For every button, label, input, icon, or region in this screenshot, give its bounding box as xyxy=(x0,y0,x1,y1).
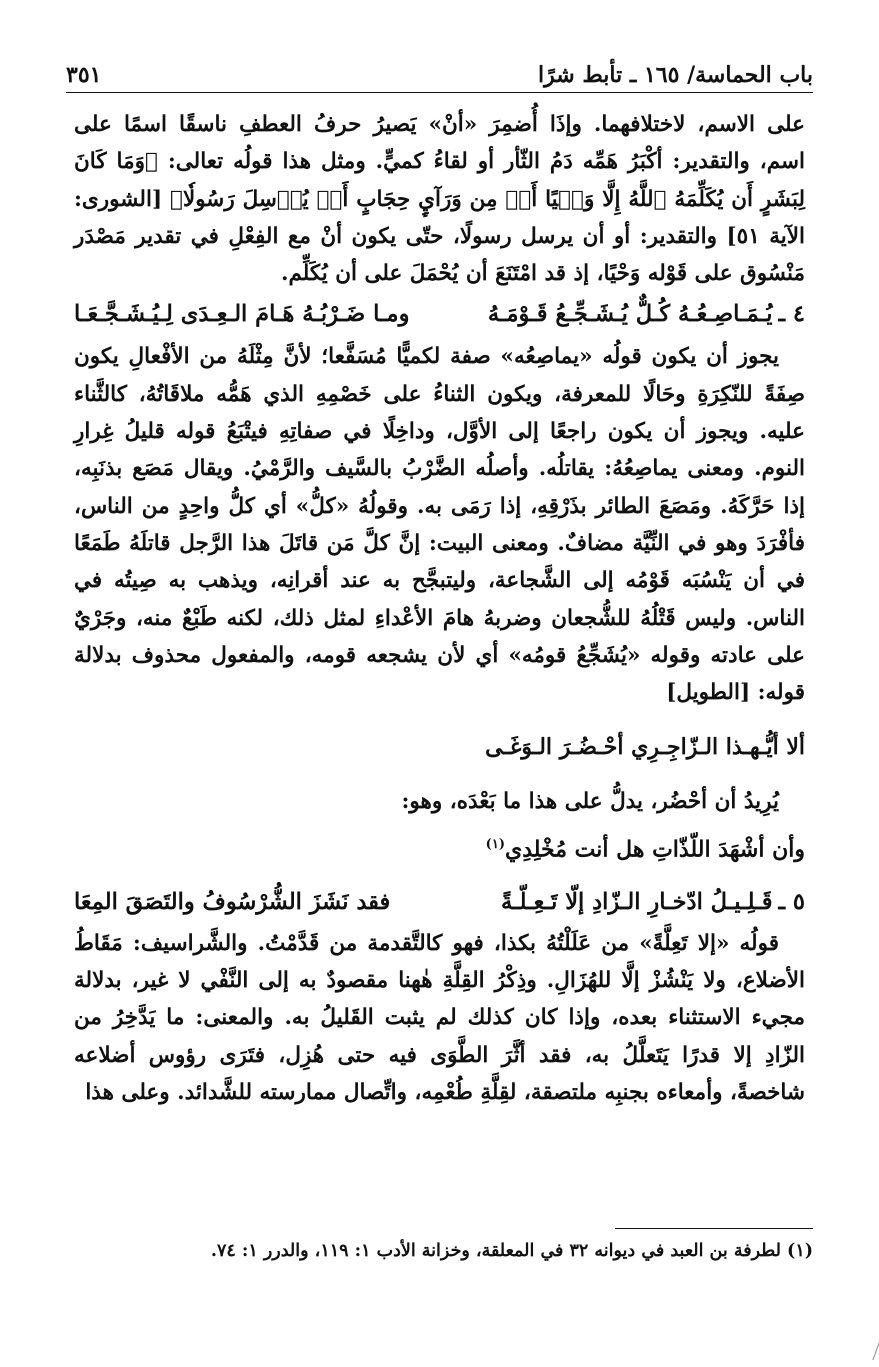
verse-hemistich-second: ومـا ضَـرْبُـهُ هَـامَ الـعِـدَى لِـيُـشَـجَّـعَـا xyxy=(74,300,410,327)
page-edge-mark xyxy=(858,1340,879,1360)
quoted-verse-2 xyxy=(74,826,805,869)
verse-hemistich-first: قَـلِـيـلُ ادّخـارِ الـزّادِ إلّا تَـعِـلّـةً xyxy=(500,889,773,916)
footnote-divider xyxy=(615,1228,813,1229)
page-header xyxy=(66,48,813,93)
paragraph-2: يجوز أن يكون قولُه «يماصِعُه» صفة لكميًّا مُسَفَّعا؛ لأنَّ مِثْلَهُ من الأفْعالِ يكون صِفَةً للنّكِرَةِ وحَالًا للمعرفة، ويكون الثناءُ على خَصْمِهِ الذي هَمُّه ملاقَاتُهُ، كالثَّناء عليه. ويجوز أن يكون راجعًا إلى الأوَّل، وداخِلًا في صفاتِهِ فيتْبَعُ قوله قليلُ غِرارِ النوم. ومعنى يماصِعُهُ: يقاتلُه. وأصلُه الضَّرْبُ بالسَّيف والرَّمْيُ. ويقال مَصَع بذنَبِه، إذا حَرَّكَهُ. ومَصَعَ الطائر بذَرْقِهِ، إذا رَمَى به. وقولُهُ «كلُّ» أي كلُّ واحِدٍ من الناس، فأفْرَدَ وهو في النِّيَّة مضافٌ. ومعنى البيت: إنَّ كلَّ مَن قاتَلَ هذا الرَّجل قاتلَهُ طَمَعًا في أن يَنْسُبَه قَوْمُه إلى الشَّجاعة، وليتبجَّح به عند أقرانِه، ويذهب به صِيتُه في الناس. وليس قَتْلُهُ للشُّجعان وضربهُ هامَ الأعْداءِ لمثل ذلك، لكنه طَبْعٌ منه، وجَرْيٌ على عادته وقوله «يُشَجِّعُ قومُه» أي لأن يشجعه قومه، والمفعول محذوف بدلالة قوله: [الطويل] xyxy=(74,344,806,706)
page-number: ٣٥١ xyxy=(66,62,102,88)
quoted-verse-1: ألا أيُّـهـذا الـزّاجِـرِي أحْـضُـرَ الـوَغَـى xyxy=(485,734,805,761)
main-text xyxy=(74,106,805,1111)
quoted-verse-2-text: وأن أشْهَدَ اللّذّاتِ هل أنت مُخْلِدِي xyxy=(504,836,805,863)
paragraph-4: قولُه «إلا تَعِلَّةً» من عَلَلْتُهُ بكذا، فهو كالتَّقدمة من قَدَّمْتُ. والشَّراسيف: مَقَاطُ الأضلاع، ولا يَنْشُزْ إلَّا للهُزَالِ. وذِكْرُ القِلَّةِ هٰهنا مقصودٌ به إلى النَّفْي لا غير، بدلالة مجيء الاستثناء بعده، وإذا كان كذلك لم يثبت القَليلُ به. والمعنى: ما يَدَّخِرُ من الزّادِ إلا قدرًا يَتَعلَّلُ به، فقد أثَّرَ الطَّوَى فيه حتى هُزِل، فتَرَى رؤوس أضلاعه شاخصةً، وأمعاءه بجنبِه ملتصقة، لقِلَّةِ طُعْمِه، واتِّصال ممارسته للشَّدائد. وعلى هذا xyxy=(74,930,805,1105)
verse-number: ٥ ـ xyxy=(778,889,805,916)
verse-5 xyxy=(74,883,805,923)
verse-hemistich-second: فقد نَشَزَ الشُّرْسُوفُ والتَصَقَ المِعَا xyxy=(74,889,391,916)
paragraph-1: على الاسم، لاختلافهما. وإذَا أُضمِرَ «أنْ» يَصيرُ حرفُ العطفِ ناسقًا اسمًا على اسم، والتقدير: أكْبَرُ هَمِّه دَمُ الثّأر أو لقاءُ كميٍّ. ومثل هذا قولُه تعالى: ﴿وَمَا كَانَ لِبَشَرٍ أَن يُكَلِّمَهُ ٱللَّهُ إِلَّا وَحۡيًا أَوۡ مِن وَرَآيِٕ حِجَابٍ أَوۡ يُرۡسِلَ رَسُولٗا﴾ [الشورى: الآية ٥١] والتقدير: أو أن يرسل رسولًا، حتّى يكون أنْ مع الفِعْلِ في تقدير مَصْدَر مَنْسُوق على قَوْله وَحْيًا، إذ قد امْتَنَعَ أن يُحْمَلَ على أن يُكَلِّم. xyxy=(74,112,805,287)
footnote-ref: (١) xyxy=(485,837,505,853)
running-title: باب الحماسة/ ١٦٥ ـ تأبط شرًا xyxy=(538,62,813,88)
footnote: (١) لطرفة بن العبد في ديوانه ٣٢ في المعلقة، وخزانة الأدب ١: ١١٩، والدرر ١: ٧٤. xyxy=(210,1241,813,1261)
verse-hemistich-first: يُـمَـاصِـعُـهُ كُـلٌّ يُـشَـجِّـعُ قَـوْمَـهُ xyxy=(487,300,773,327)
paragraph-3: يُرِيدُ أن أحْضُر، يدلُّ على هذا ما بَعْدَه، وهو: xyxy=(401,788,779,814)
verse-4 xyxy=(74,294,805,334)
verse-number: ٤ ـ xyxy=(778,300,805,327)
